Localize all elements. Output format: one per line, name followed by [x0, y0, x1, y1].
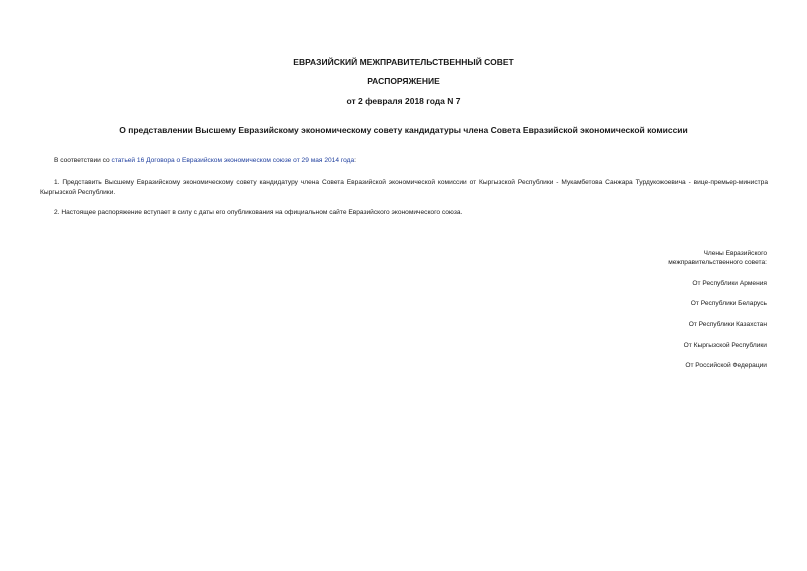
signature-header-line-1: Члены Евразийского [703, 250, 767, 257]
preamble-prefix: В соответствии со [54, 157, 112, 164]
document-date-number: от 2 февраля 2018 года N 7 [346, 96, 461, 106]
clause-1: 1. Представить Высшему Евразийскому экономическому совету кандидатуру члена Совета Евразийской экономической комиссии от Кыргызской Республики - Мукамбетова Санжара Турдукожоевича - вице-премьер-министра Кыргызской Республики. [40, 179, 768, 196]
document-title: О представлении Высшему Евразийскому экономическому совету кандидатуры члена Совета Евразийской экономической комиссии [119, 125, 688, 135]
preamble-suffix: : [354, 157, 356, 164]
signature-header [567, 249, 767, 267]
signature-member-belarus: От Республики Беларусь [690, 300, 767, 307]
treaty-article-link[interactable]: статьей 16 Договора о Евразийском экономическом союзе от 29 мая 2014 года [111, 157, 355, 164]
document-type: РАСПОРЯЖЕНИЕ [367, 76, 440, 86]
signature-member-kyrgyzstan: От Кыргызской Республики [683, 342, 767, 349]
signature-header-line-2: межправительственного совета: [668, 259, 767, 266]
signature-member-kazakhstan: От Республики Казахстан [688, 321, 767, 328]
signature-member-russia: От Российской Федерации [685, 362, 767, 369]
signature-member-armenia: От Республики Армения [692, 280, 767, 287]
council-name: ЕВРАЗИЙСКИЙ МЕЖПРАВИТЕЛЬСТВЕННЫЙ СОВЕТ [293, 57, 514, 67]
clause-2: 2. Настоящее распоряжение вступает в силу с даты его опубликования на официальном сайте Евразийского экономического союза. [54, 209, 463, 216]
preamble-paragraph [40, 156, 768, 166]
